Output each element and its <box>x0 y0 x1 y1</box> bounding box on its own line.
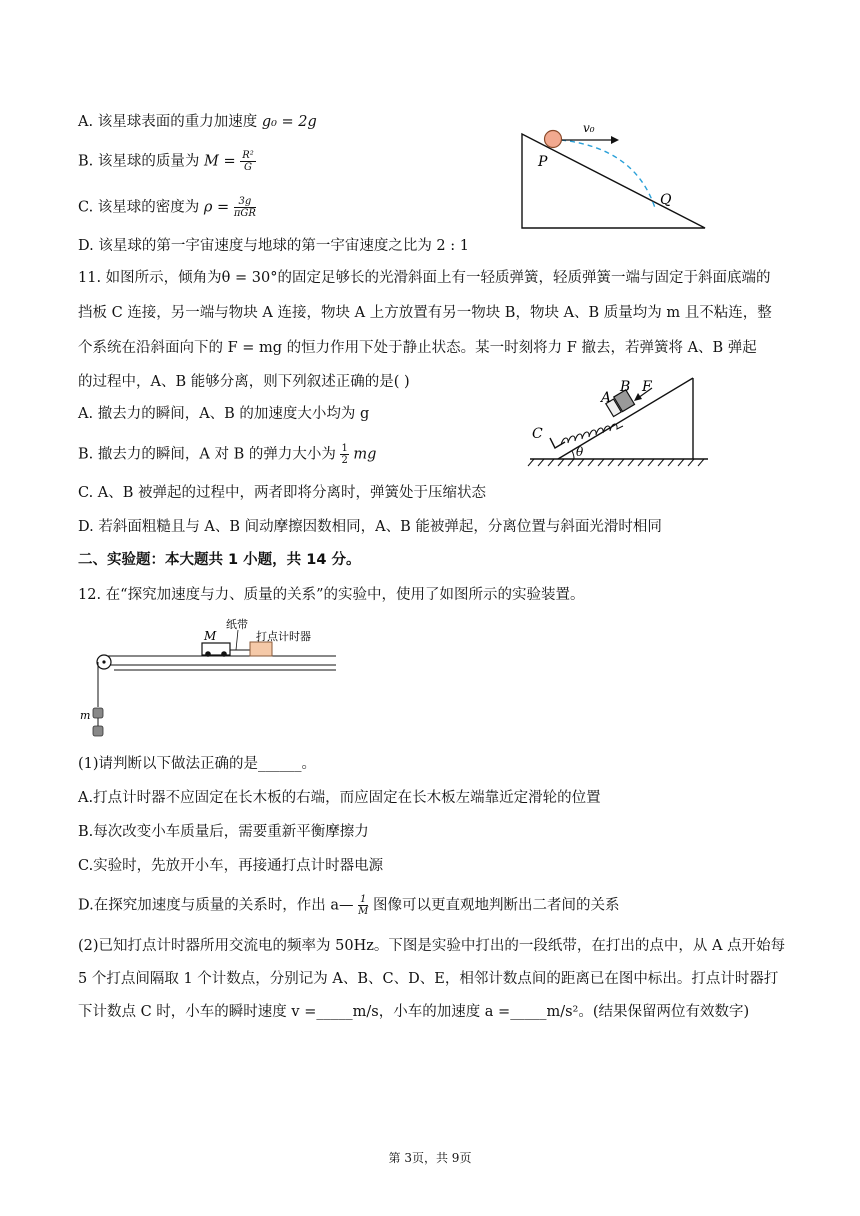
q12-label-weight-m: m <box>80 709 91 722</box>
q10-option-c-fraction <box>234 196 256 219</box>
q10-option-b-fraction <box>240 150 256 173</box>
q12-option-d-post: 图像可以更直观地判断出二者间的关系 <box>372 897 620 914</box>
q10-option-b-denominator: G <box>243 162 252 173</box>
q10-option-b-numerator: R² <box>242 150 254 161</box>
q12-tape-pointer <box>236 630 238 650</box>
q10-option-c-denominator: πGR <box>233 208 256 219</box>
q11-stem-line-2: 挡板 C 连接，另一端与物块 A 连接，物块 A 上方放置有另一物块 B，物块 A、B 质量均为 m 且不粘连，整 <box>78 305 772 321</box>
q12-pulley-axle <box>102 660 105 663</box>
q12-option-d-denominator: M <box>358 906 369 917</box>
q12-part1-prompt: (1)请判断以下做法正确的是______。 <box>78 756 317 772</box>
q11-stem-line-4: 的过程中，A、B 能够分离，则下列叙述正确的是( ) <box>78 374 410 390</box>
q10-label-p: P <box>538 154 548 170</box>
q10-option-a-formula: g₀ = 2g <box>261 114 317 130</box>
q10-option-b <box>78 150 256 173</box>
q11-label-a: A <box>601 390 612 406</box>
q12-option-d-pre: D.在探究加速度与质量的关系时，作出 a— <box>78 897 354 914</box>
q10-velocity-arrowhead <box>611 136 619 144</box>
q11-option-b-text: B. 撤去力的瞬间，A 对 B 的弹力大小为 <box>78 446 336 463</box>
q12-part2: (2)已知打点计时器所用交流电的频率为 50Hz。下图是实验中打出的一段纸带，在打出的点中，从 A 点开始每 5 个打点间隔取 1 个计数点，分别记为 A、B、C、D、E，相邻计数点间的距离已在图中标出。打点计时器打下计数点 C 时，小车的瞬时速度 v =_____m/s，小车的加速度 a =_____m/s²。(结果保留两位有效数字) <box>78 938 786 1020</box>
q11-option-b-fraction <box>340 443 348 466</box>
q12-option-d-numerator: 1 <box>360 894 367 905</box>
q12-apparatus-figure <box>78 614 340 744</box>
q10-label-v0: v₀ <box>583 121 595 135</box>
q11-option-b <box>78 443 376 466</box>
q11-ground-hatch <box>528 459 704 466</box>
q11-spring-figure <box>528 372 713 472</box>
page-number: 第 3页，共 9页 <box>388 1151 472 1165</box>
q11-option-b-tail: mg <box>353 446 377 463</box>
q10-option-c-numerator: 3g <box>234 196 256 208</box>
q10-option-a <box>78 112 317 132</box>
q12-option-c: C.实验时，先放开小车，再接通打点计时器电源 <box>78 858 384 874</box>
q10-incline-shape <box>522 134 705 228</box>
q11-label-c: C <box>532 426 543 442</box>
q12-intro: 12. 在“探究加速度与力、质量的关系”的实验中，使用了如图所示的实验装置。 <box>78 587 585 603</box>
q10-option-d: D. 该星球的第一宇宙速度与地球的第一宇宙速度之比为 2 : 1 <box>78 238 469 254</box>
q11-angle-arc <box>572 451 574 459</box>
q10-option-b-text: B. 该星球的质量为 <box>78 153 200 170</box>
q12-weight-bottom <box>93 726 103 736</box>
q11-option-a: A. 撤去力的瞬间，A、B 的加速度大小均为 g <box>78 406 370 422</box>
q11-label-theta: θ <box>576 445 584 459</box>
q11-label-f: F <box>642 379 652 395</box>
q10-label-q: Q <box>660 192 672 208</box>
q11-stem-line-3: 个系统在沿斜面向下的 F = mg 的恒力作用下处于静止状态。某一时刻将力 F 撤去，若弹簧将 A、B 弹起 <box>78 340 757 356</box>
q10-option-c-text: C. 该星球的密度为 <box>78 199 200 216</box>
q12-option-d-fraction <box>358 894 368 917</box>
q12-option-a: A.打点计时器不应固定在长木板的右端，而应固定在长木板左端靠近定滑轮的位置 <box>78 790 601 806</box>
q12-cart-wheel-left <box>205 651 211 657</box>
q12-option-b: B.每次改变小车质量后，需要重新平衡摩擦力 <box>78 824 369 840</box>
q12-cart-wheel-right <box>221 651 227 657</box>
q12-option-d <box>78 894 619 917</box>
q11-stem-line-1: 11. 如图所示，倾角为θ = 30°的固定足够长的光滑斜面上有一轻质弹簧，轻质弹簧一端与固定于斜面底端的 <box>78 270 771 286</box>
section-heading: 二、实验题：本大题共 1 小题，共 14 分。 <box>78 552 361 568</box>
q11-option-b-denominator: 2 <box>341 455 348 466</box>
q10-option-c-lhs: ρ = <box>203 199 230 216</box>
q12-label-cart-m: M <box>204 629 217 643</box>
q10-incline-figure <box>515 118 715 236</box>
q10-option-b-lhs: M = <box>203 153 236 170</box>
q12-label-tape: 纸带 <box>226 618 248 631</box>
q11-option-c: C. A、B 被弹起的过程中，两者即将分离时，弹簧处于压缩状态 <box>78 485 487 501</box>
q11-label-b: B <box>620 379 631 395</box>
q11-spring <box>561 424 623 445</box>
q11-option-b-numerator: 1 <box>341 443 348 454</box>
q11-option-d: D. 若斜面粗糙且与 A、B 间动摩擦因数相同，A、B 能被弹起，分离位置与斜面光滑时相同 <box>78 519 662 535</box>
q10-ball <box>545 131 562 148</box>
q12-timer <box>250 642 272 656</box>
q11-force-arrowhead <box>634 393 642 401</box>
q10-option-a-text: A. 该星球表面的重力加速度 <box>78 114 258 130</box>
q10-option-c <box>78 196 256 219</box>
q12-label-timer: 打点计时器 <box>256 630 311 643</box>
q10-trajectory <box>561 140 655 208</box>
q12-weight-top <box>93 708 103 718</box>
